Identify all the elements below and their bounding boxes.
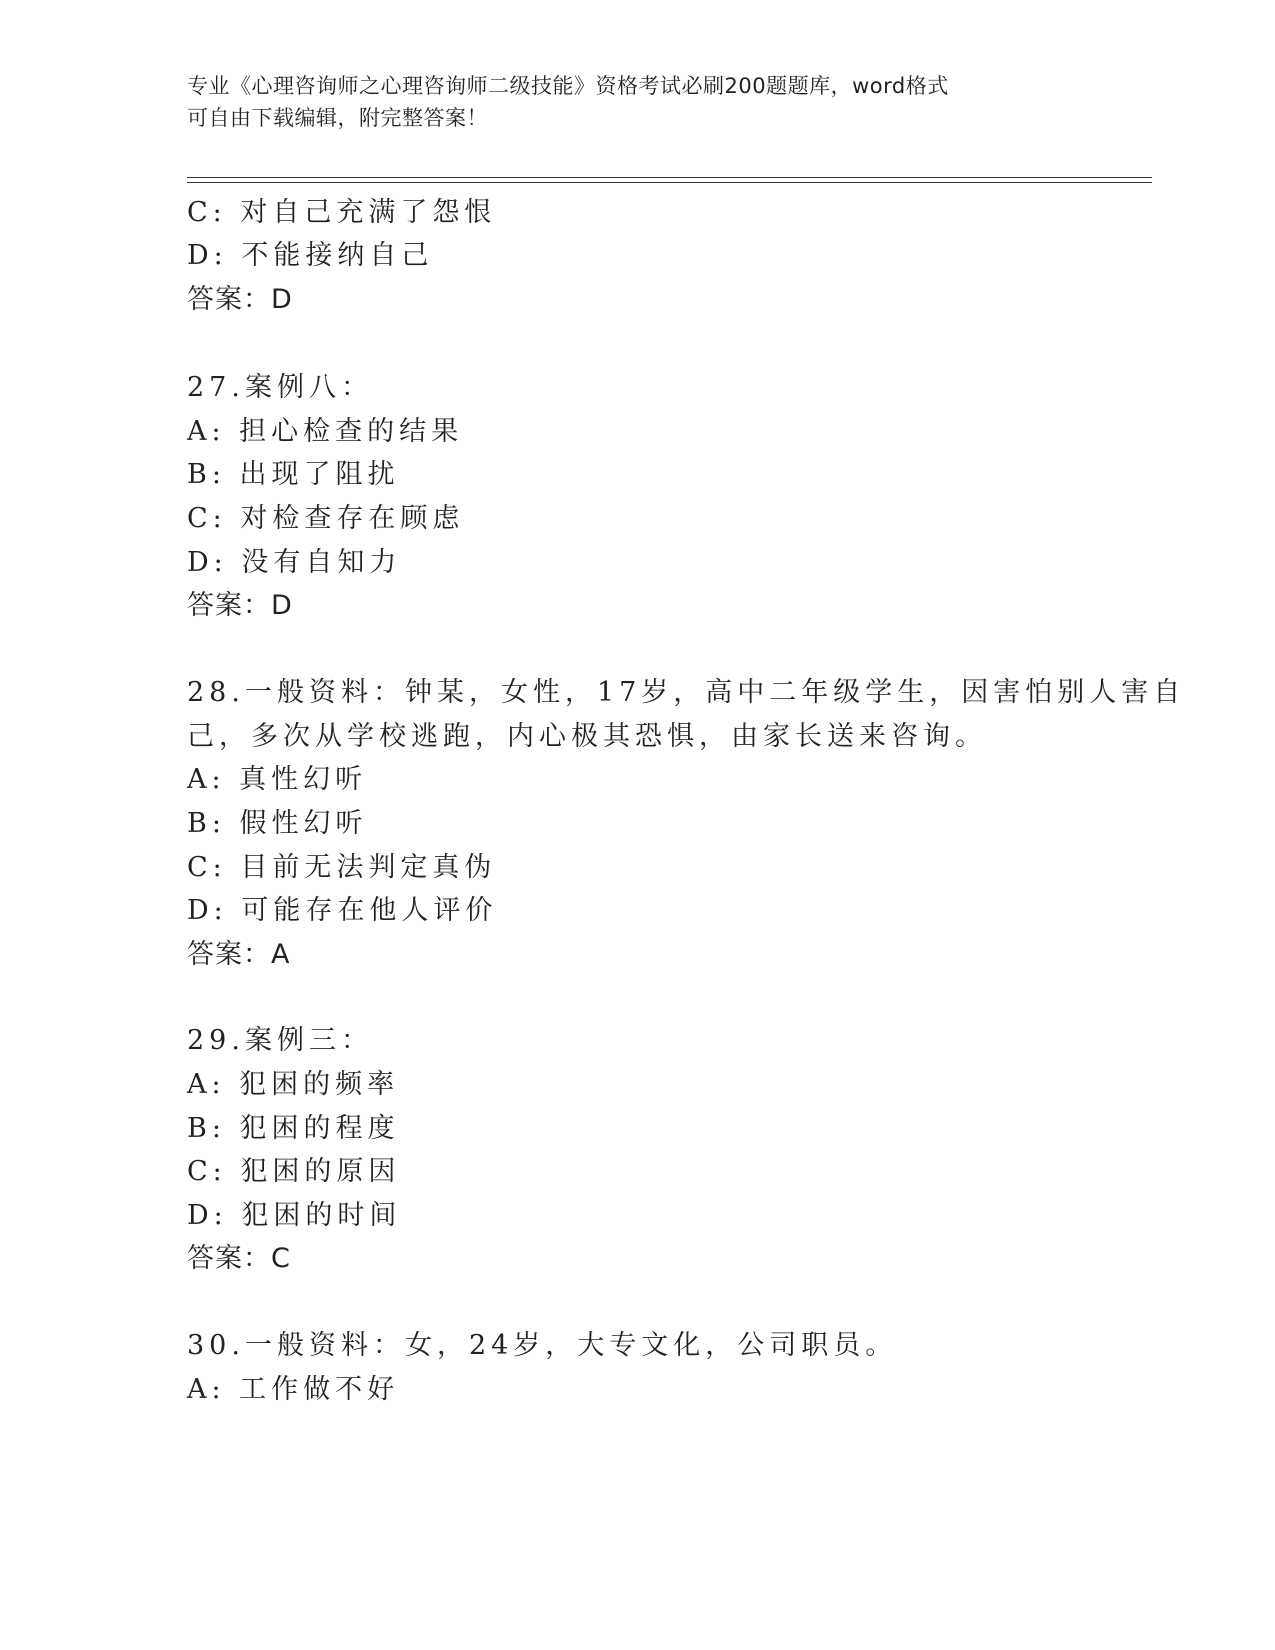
option-d: D: 犯困的时间	[187, 1200, 402, 1231]
option-c: C: 对自己充满了怨恨	[187, 197, 497, 228]
option-c: C: 犯困的原因	[187, 1156, 401, 1187]
option-a: A: 担心检查的结果	[187, 416, 464, 447]
option-d: D: 不能接纳自己	[187, 240, 434, 271]
option-c: C: 对检查存在顾虑	[187, 503, 465, 534]
option-a: A: 真性幻听	[187, 764, 368, 795]
answer-line: 答案：C	[187, 1243, 291, 1274]
option-b: B: 犯困的程度	[187, 1113, 400, 1144]
header-rule-top	[187, 177, 1152, 178]
header-rule-bottom	[187, 182, 1152, 183]
question-30: 30.一般资料：女，24岁，大专文化，公司职员。	[187, 1330, 898, 1361]
question-29: 29.案例三：	[187, 1025, 373, 1056]
option-d: D: 可能存在他人评价	[187, 895, 498, 926]
option-b: B: 出现了阻扰	[187, 459, 400, 490]
option-c: C: 目前无法判定真伪	[187, 852, 497, 883]
answer-line: 答案：D	[187, 284, 293, 315]
option-a: A: 工作做不好	[187, 1374, 400, 1405]
document-header	[187, 70, 1087, 134]
header-line-2: 可自由下载编辑，附完整答案！	[187, 106, 488, 130]
option-a: A: 犯困的频率	[187, 1069, 400, 1100]
option-d: D: 没有自知力	[187, 547, 402, 578]
question-27: 27.案例八：	[187, 372, 373, 403]
answer-line: 答案：D	[187, 590, 293, 621]
question-28-line-2: 己，多次从学校逃跑，内心极其恐惧，由家长送来咨询。	[187, 721, 987, 752]
answer-line: 答案：A	[187, 939, 291, 970]
question-28-line-1: 28.一般资料：钟某，女性，17岁，高中二年级学生，因害怕别人害自	[187, 677, 1186, 708]
header-line-1: 专业《心理咨询师之心理咨询师二级技能》资格考试必刷200题题库，word格式	[187, 74, 949, 98]
option-b: B: 假性幻听	[187, 808, 368, 839]
